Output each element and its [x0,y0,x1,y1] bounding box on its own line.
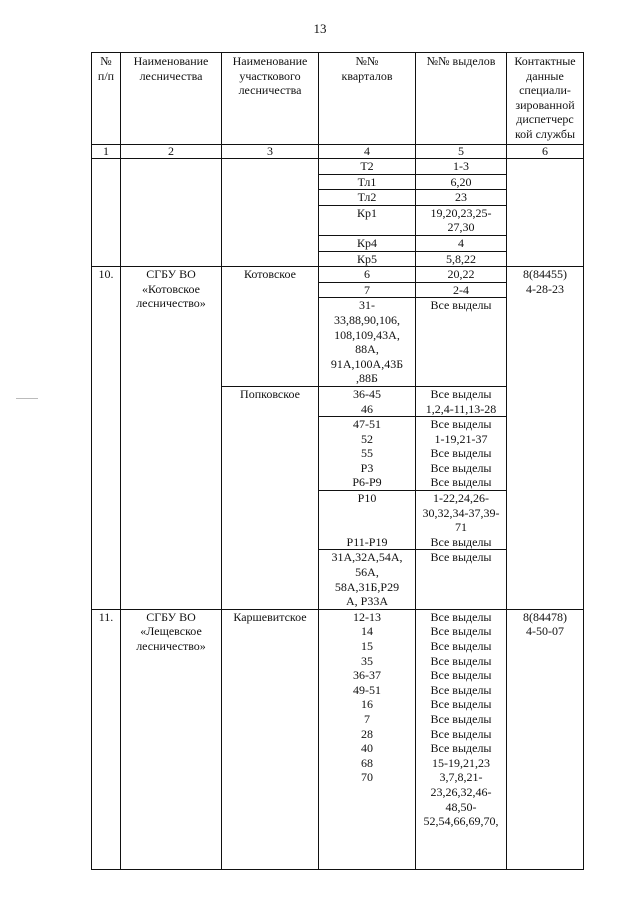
allotment-cell: Все выделы 1,2,4-11,13-28 [416,386,507,416]
entry-number: 10. [92,267,121,610]
quarter-cell: 7 [319,282,416,298]
allotment-cell: 19,20,23,25- 27,30 [416,205,507,235]
header-num: № п/п [92,53,121,145]
header-contacts: Контактные данные специали- зированной диспетчерс кой службы [507,53,584,145]
quarter-cell: 31А,32А,54А, 56А, 58А,31Б,Р29 А, Р33А [319,550,416,609]
page-number: 13 [313,21,327,36]
header-quarters: №№ кварталов [319,53,416,145]
table-row [92,159,584,175]
column-number: 1 [92,145,121,159]
column-number-row [92,145,584,159]
entry-number: 11. [92,609,121,869]
quarter-cell: Тл2 [319,190,416,206]
scan-edge-mark [16,398,38,399]
table-row [92,267,584,283]
allotment-cell: Все выделы Все выделы Все выделы Все выделы Все выделы Все выделы Все выделы Все выделы Все выделы Все выделы 15-19,21,23 3,7,8,21- 23,26,32,46- 48,50- 52,54,66,69,70, [416,609,507,869]
quarter-cell: Кр1 [319,205,416,235]
quarter-cell: 31- 33,88,90,106, 108,109,43А, 88А, 91А,100А,43Б ,88Б [319,298,416,387]
quarter-cell: 12-13 14 15 35 36-37 49-51 16 7 28 40 68 70 [319,609,416,869]
allotment-cell: 1-3 [416,159,507,175]
allotment-cell: 4 [416,235,507,251]
dispatch-contact: 8(84478) 4-50-07 [507,609,584,869]
quarter-cell: 47-51 52 55 Р3 Р6-Р9 [319,417,416,491]
dispatch-contact: 8(84455) 4-28-23 [507,267,584,610]
allotment-cell: Все выделы [416,550,507,609]
column-number: 3 [222,145,319,159]
quarter-cell: Кр4 [319,235,416,251]
column-number: 6 [507,145,584,159]
quarter-cell: Т2 [319,159,416,175]
column-number: 5 [416,145,507,159]
column-number: 2 [121,145,222,159]
continuation-forestry-cell [121,159,222,267]
allotment-cell: Все выделы [416,298,507,387]
header-forestry: Наименованиe лесничества [121,53,222,145]
forestry-table [91,52,584,870]
quarter-cell: Тл1 [319,174,416,190]
district-name: Котовское [222,267,319,387]
continuation-district-cell [222,159,319,267]
header-allotments: №№ выделов [416,53,507,145]
forestry-name: СГБУ ВО «Котовское лесничество» [121,267,222,610]
quarter-cell: 6 [319,267,416,283]
header-row [92,53,584,145]
district-name: Каршевитское [222,609,319,869]
district-name: Попковское [222,386,319,609]
header-district: Наименование участкового лесничества [222,53,319,145]
column-number: 4 [319,145,416,159]
quarter-cell: Кр5 [319,251,416,267]
allotment-cell: 23 [416,190,507,206]
quarter-cell: Р10 Р11-Р19 [319,491,416,550]
allotment-cell: 20,22 [416,267,507,283]
continuation-contact-cell [507,159,584,267]
allotment-cell: Все выделы 1-19,21-37 Все выделы Все выделы Все выделы [416,417,507,491]
table-row [92,609,584,869]
continuation-num-cell [92,159,121,267]
allotment-cell: 1-22,24,26- 30,32,34-37,39- 71 Все выделы [416,491,507,550]
allotment-cell: 2-4 [416,282,507,298]
allotment-cell: 5,8,22 [416,251,507,267]
allotment-cell: 6,20 [416,174,507,190]
quarter-cell: 36-45 46 [319,386,416,416]
forestry-name: СГБУ ВО «Лещевское лесничество» [121,609,222,869]
